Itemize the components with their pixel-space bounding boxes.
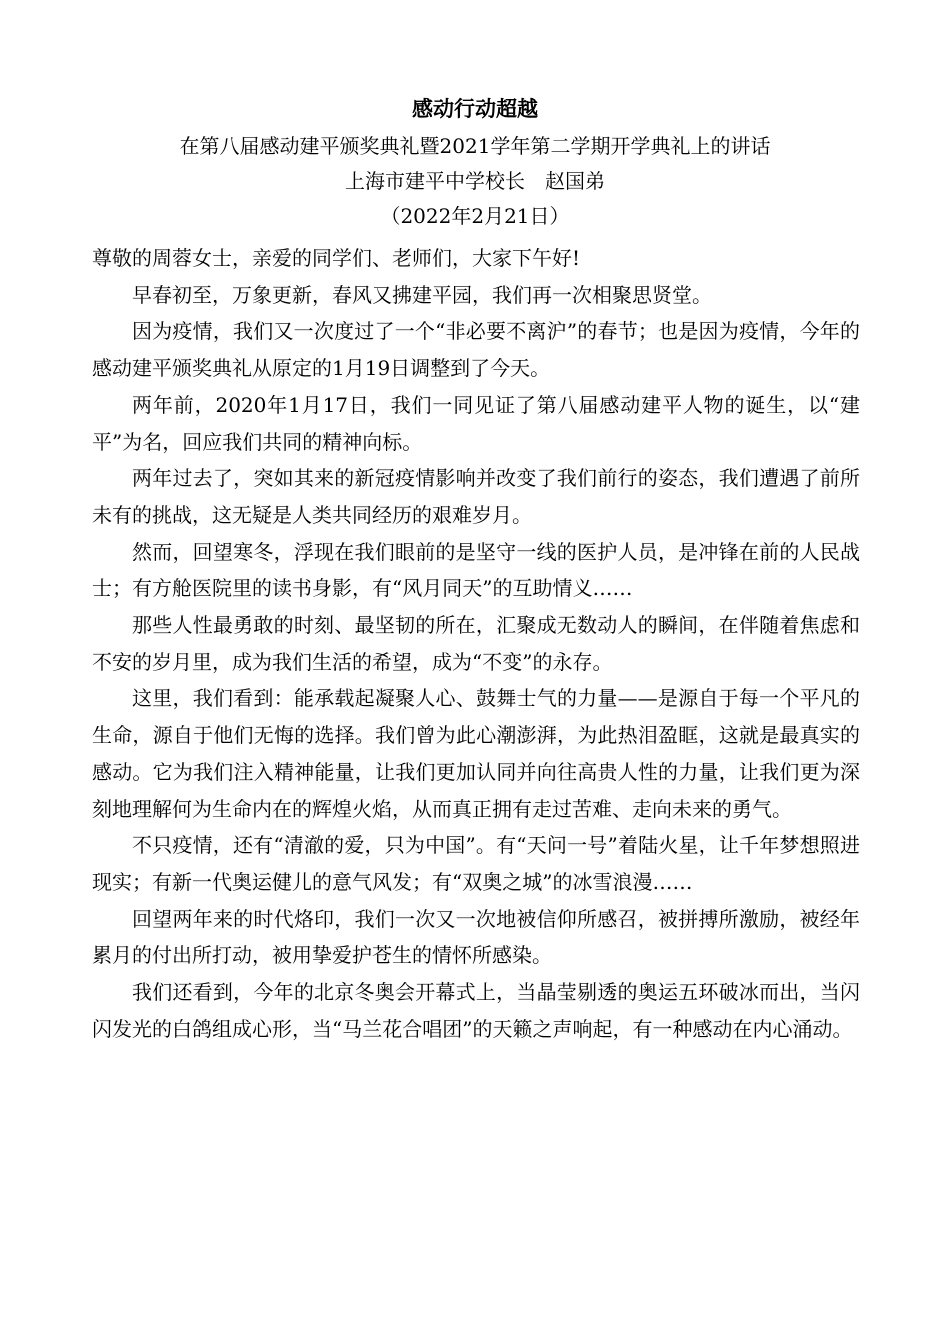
paragraph: 我们还看到，今年的北京冬奥会开幕式上，当晶莹剔透的奥运五环破冰而出，当闪闪发光的白鸽组成心形，当“马兰花合唱团”的天籁之声响起，有一种感动在内心涌动。 <box>92 980 860 1041</box>
paragraph: 回望两年来的时代烙印，我们一次又一次地被信仰所感召，被拼搏所激励，被经年累月的付出所打动，被用挚爱护苍生的情怀所感染。 <box>92 906 860 968</box>
document-author: 上海市建平中学校长 赵国弟 <box>345 169 605 193</box>
paragraph: 不只疫情，还有“清澈的爱，只为中国”。有“天问一号”着陆火星，让千年梦想照进现实；有新一代奥运健儿的意气风发；有“双奥之城”的冰雪浪漫…… <box>92 833 860 894</box>
salutation: 尊敬的周蓉女士，亲爱的同学们、老师们，大家下午好! <box>92 246 581 270</box>
paragraph: 然而，回望寒冬，浮现在我们眼前的是坚守一线的医护人员，是冲锋在前的人民战士；有方舱医院里的读书身影，有“风月同天”的互助情义…… <box>92 539 860 601</box>
heading-block <box>0 88 950 234</box>
document-title: 感动行动超越 <box>412 96 538 121</box>
paragraph: 这里，我们看到：能承载起凝聚人心、鼓舞士气的力量——是源自于每一个平凡的生命，源自于他们无悔的选择。我们曾为此心潮澎湃，为此热泪盈眶，这就是最真实的感动。它为我们注入精神能量，让我们更加认同并向往高贵人性的力量，让我们更为深刻地理解何为生命内在的辉煌火焰，从而真正拥有走过苦难、走向未来的勇气。 <box>92 686 860 821</box>
document-date: （2022年2月21日） <box>380 204 570 228</box>
paragraph: 两年过去了，突如其来的新冠疫情影响并改变了我们前行的姿态，我们遭遇了前所未有的挑战，这无疑是人类共同经历的艰难岁月。 <box>92 466 860 527</box>
paragraph: 早春初至，万象更新，春风又拂建平园，我们再一次相聚思贤堂。 <box>132 282 712 307</box>
paragraph: 两年前，2020年1月17日，我们一同见证了第八届感动建平人物的诞生，以“建平”为名，回应我们共同的精神向标。 <box>92 392 860 454</box>
document-subtitle: 在第八届感动建平颁奖典礼暨2021学年第二学期开学典礼上的讲话 <box>179 134 771 158</box>
speech-body <box>92 240 860 1047</box>
paragraph: 那些人性最勇敢的时刻、最坚韧的所在，汇聚成无数动人的瞬间，在伴随着焦虑和不安的岁月里，成为我们生活的希望，成为“不变”的永存。 <box>92 613 860 674</box>
paragraph: 因为疫情，我们又一次度过了一个“非必要不离沪”的春节；也是因为疫情，今年的感动建平颁奖典礼从原定的1月19日调整到了今天。 <box>92 319 860 381</box>
